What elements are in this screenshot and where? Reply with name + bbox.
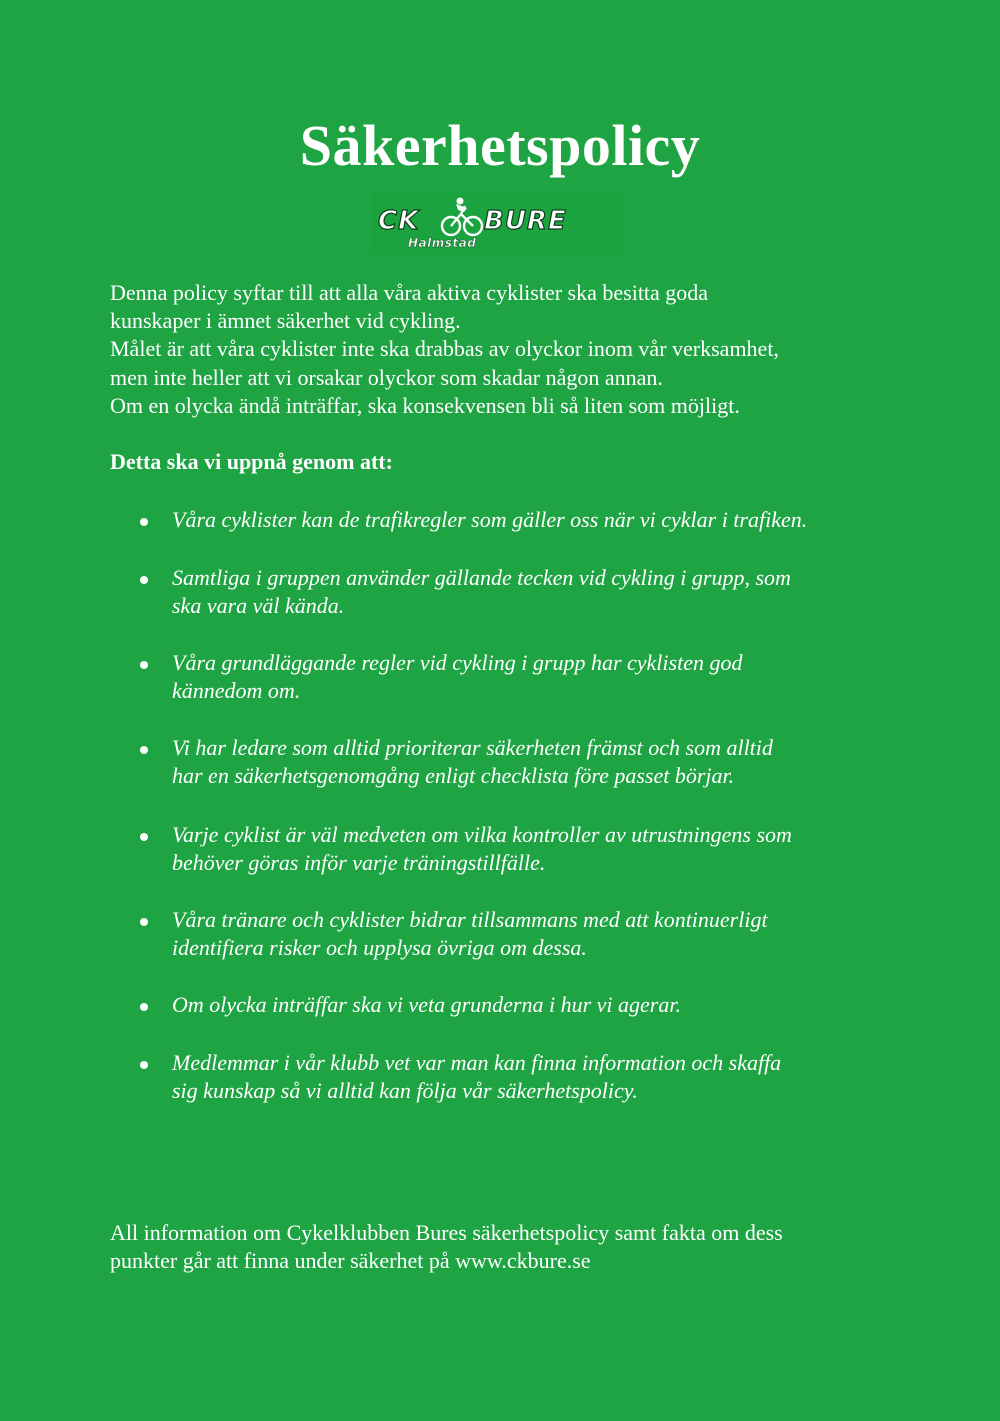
bullet-icon [140,1003,148,1011]
list-item-line: sig kunskap så vi alltid kan följa vår säkerhetspolicy. [172,1078,638,1103]
list-item [140,1049,900,1105]
list-item-line: identifiera risker och upplysa övriga om dessa. [172,935,587,960]
list-item-text [172,649,900,705]
intro-line: kunskaper i ämnet säkerhet vid cykling. [110,308,461,334]
club-logo [372,192,622,254]
list-item-line: Vi har ledare som alltid prioriterar säkerheten främst och som alltid [172,735,773,760]
list-item-line: Våra cyklister kan de trafikregler som gäller oss när vi cyklar i trafiken. [172,507,808,532]
footer-line: punkter går att finna under säkerhet på www.ckbure.se [110,1248,591,1273]
list-item-line: Medlemmar i vår klubb vet var man kan finna information och skaffa [172,1050,782,1075]
intro-line: men inte heller att vi orsakar olyckor som skadar någon annan. [110,364,663,390]
footer-line: All information om Cykelklubben Bures säkerhetspolicy samt fakta om dess [110,1220,783,1245]
list-item-text [172,1049,900,1105]
bullet-icon [140,661,148,669]
list-item-line: behöver göras inför varje träningstillfälle. [172,850,546,875]
list-item-text [172,821,900,877]
footer-note [110,1219,910,1275]
list-item-line: ska vara väl kända. [172,593,345,618]
list-item-line: Varje cyklist är väl medveten om vilka kontroller av utrustningens som [172,822,792,847]
svg-text:Halmstad: Halmstad [408,236,477,250]
list-item-text [172,991,900,1019]
list-item [140,734,900,790]
list-item-line: Våra tränare och cyklister bidrar tillsammans med att kontinuerligt [172,907,768,932]
list-item-text [172,734,900,790]
list-item [140,506,900,534]
list-item [140,991,900,1019]
list-item-line: har en säkerhetsgenomgång enligt checklista före passet börjar. [172,763,735,788]
list-item-text [172,906,900,962]
ck-bure-logo-graphic [372,192,622,254]
section-lead: Detta ska vi uppnå genom att: [110,449,393,474]
bullet-icon [140,833,148,841]
intro-line: Om en olycka ändå inträffar, ska konsekvensen bli så liten som möjligt. [110,392,740,418]
list-item [140,906,900,962]
intro-line: Denna policy syftar till att alla våra aktiva cyklister ska besitta goda [110,280,709,305]
list-item-line: Om olycka inträffar ska vi veta grunderna i hur vi agerar. [172,992,681,1017]
svg-text:BURE: BURE [484,206,567,236]
bullet-icon [140,918,148,926]
list-item-text [172,564,900,620]
bullet-icon [140,576,148,584]
list-item-line: Våra grundläggande regler vid cykling i grupp har cyklisten god [172,650,743,675]
page-title: Säkerhetspolicy [299,113,701,178]
svg-text:CK: CK [378,206,420,236]
bullet-icon [140,518,148,526]
bullet-icon [140,1061,148,1069]
list-item [140,564,900,620]
intro-paragraph [110,279,910,420]
list-item-text [172,506,900,534]
bullet-icon [140,746,148,754]
list-item [140,821,900,877]
list-item [140,649,900,705]
list-item-line: Samtliga i gruppen använder gällande tecken vid cykling i grupp, som [172,565,791,590]
intro-line: Målet är att våra cyklister inte ska drabbas av olyckor inom vår verksamhet, [110,336,779,362]
list-item-line: kännedom om. [172,678,301,703]
